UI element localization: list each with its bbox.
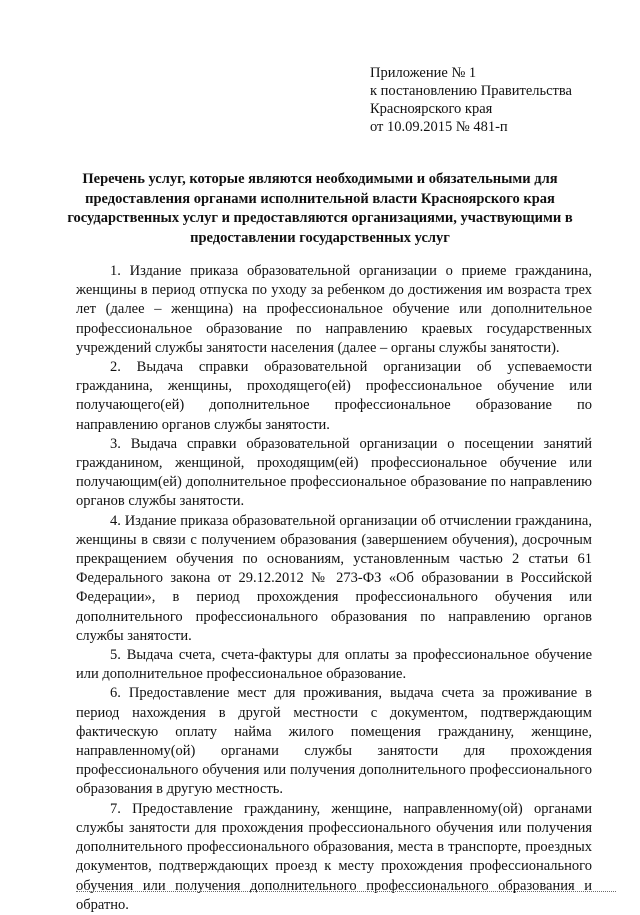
list-item-5: 5. Выдача счета, счета-фактуры для оплаты за профессиональное обучение или дополнительное профессиональное образование. bbox=[76, 647, 592, 683]
list-item-1: 1. Издание приказа образовательной организации о приеме гражданина, женщины в период отпуска по уходу за ребенком до достижения им возраста трех лет (далее – женщина) на профессиональное обучение или дополнительное профессиональное образование по направлению краевых государственных учреждений службы занятости населения (далее – органы службы занятости). bbox=[76, 263, 592, 356]
list-item-2: 2. Выдача справки образовательной организации об успеваемости гражданина, женщины, проходящего(ей) профессиональное обучение или получающего(ей) дополнительное профессиональное образование по направлению органов службы занятости. bbox=[76, 359, 592, 433]
appendix-header bbox=[370, 64, 572, 136]
appendix-date: от 10.09.2015 № 481-п bbox=[370, 119, 508, 135]
list-item-3: 3. Выдача справки образовательной организации о посещении занятий гражданином, женщиной, проходящим(ей) профессиональное обучение или получающим(ей) дополнительное профессиональное образование по направлению органов службы занятости. bbox=[76, 435, 592, 510]
page-bottom-divider bbox=[76, 891, 616, 892]
appendix-region: Красноярского края bbox=[370, 101, 493, 117]
services-list bbox=[76, 262, 592, 915]
appendix-resolution: к постановлению Правительства bbox=[370, 83, 572, 99]
appendix-number: Приложение № 1 bbox=[370, 65, 477, 81]
document-title: Перечень услуг, которые являются необходимыми и обязательными для предоставления органами исполнительной власти Красноярского края государственных услуг и предоставляются организациями, участвующими в предоставлении государственных услуг bbox=[67, 171, 573, 246]
list-item-4: 4. Издание приказа образовательной организации об отчислении гражданина, женщины в связи с получением образования (завершением обучения), досрочным прекращением обучения по основаниям, установленным частью 2 статьи 61 Федерального закона от 29.12.2012 № 273-ФЗ «Об образовании в Российской Федерации», в период прохождения профессионального обучения или дополнительного профессионального образования по направлению органов службы занятости. bbox=[76, 512, 592, 644]
list-item-7: 7. Предоставление гражданину, женщине, направленному(ой) органами службы занятости для прохождения профессионального обучения или получения дополнительного профессионального образования, места в транспорте, проездных документов, подтверждающих проезд к месту прохождения профессионального обучения или получения дополнительного профессионального образования и обратно. bbox=[76, 800, 592, 913]
list-item-6: 6. Предоставление мест для проживания, выдача счета за проживание в период нахождения в другой местности с документом, подтверждающим фактическую оплату найма жилого помещения гражданину, женщине, направленному(ой) органами службы занятости для прохождения профессионального обучения или получения дополнительного профессионального образования в другую местность. bbox=[76, 685, 592, 798]
